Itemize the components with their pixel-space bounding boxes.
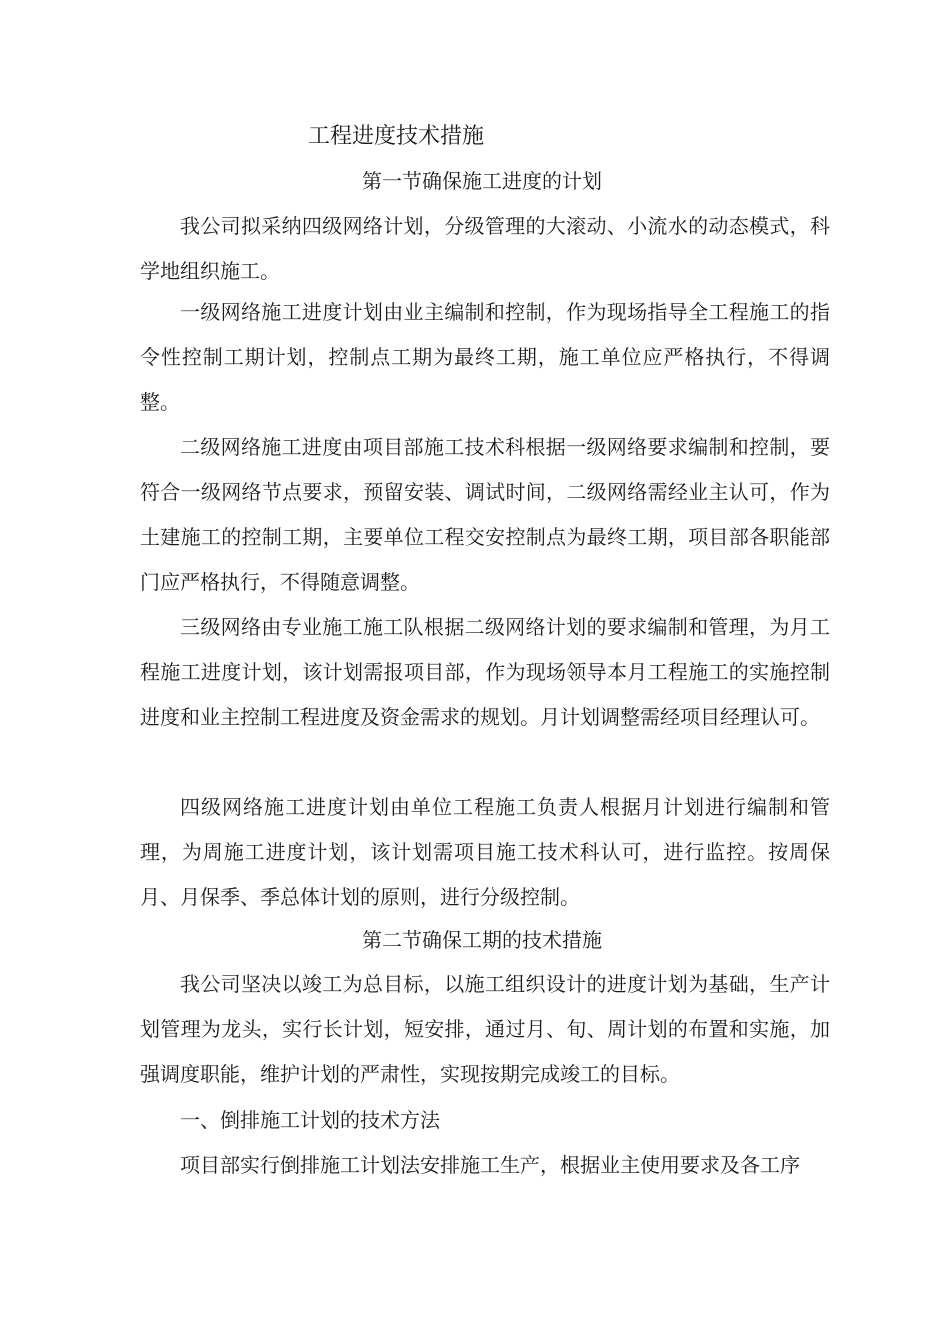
section1-paragraph-2: 一级网络施工进度计划由业主编制和控制，作为现场指导全工程施工的指令性控制工期计划，控制点工期为最终工期，施工单位应严格执行，不得调整。 (140, 300, 830, 414)
section1-paragraph-1: 我公司拟采纳四级网络计划，分级管理的大滚动、小流水的动态模式，科学地组织施工。 (140, 214, 830, 283)
section1-paragraph-3: 二级网络施工进度由项目部施工技术科根据一级网络要求编制和控制，要符合一级网络节点要求，预留安装、调试时间，二级网络需经业主认可，作为土建施工的控制工期，主要单位工程交安控制点为最终工期，项目部各职能部门应严格执行，不得随意调整。 (140, 435, 830, 594)
section2-heading: 第二节确保工期的技术措施 (362, 928, 602, 952)
section1-paragraph-5: 四级网络施工进度计划由单位工程施工负责人根据月计划进行编制和管理，为周施工进度计划，该计划需项目施工技术科认可，进行监控。按周保月、月保季、季总体计划的原则，进行分级控制。 (140, 795, 830, 909)
section2-paragraph-1: 我公司坚决以竣工为总目标，以施工组织设计的进度计划为基础，生产计划管理为龙头，实行长计划，短安排，通过月、旬、周计划的布置和实施，加强调度职能，维护计划的严肃性，实现按期完成竣工的目标。 (140, 972, 830, 1086)
section1-heading: 第一节确保施工进度的计划 (362, 169, 602, 193)
document-title: 工程进度技术措施 (308, 124, 485, 149)
section2-last-paragraph: 项目部实行倒排施工计划法安排施工生产，根据业主使用要求及各工序 (180, 1153, 800, 1177)
section1-paragraph-4: 三级网络由专业施工施工队根据二级网络计划的要求编制和管理，为月工程施工进度计划，该计划需报项目部，作为现场领导本月工程施工的实施控制进度和业主控制工程进度及资金需求的规划。月计划调整需经项目经理认可。 (140, 615, 830, 729)
section2-subheading: 一、倒排施工计划的技术方法 (180, 1108, 440, 1132)
